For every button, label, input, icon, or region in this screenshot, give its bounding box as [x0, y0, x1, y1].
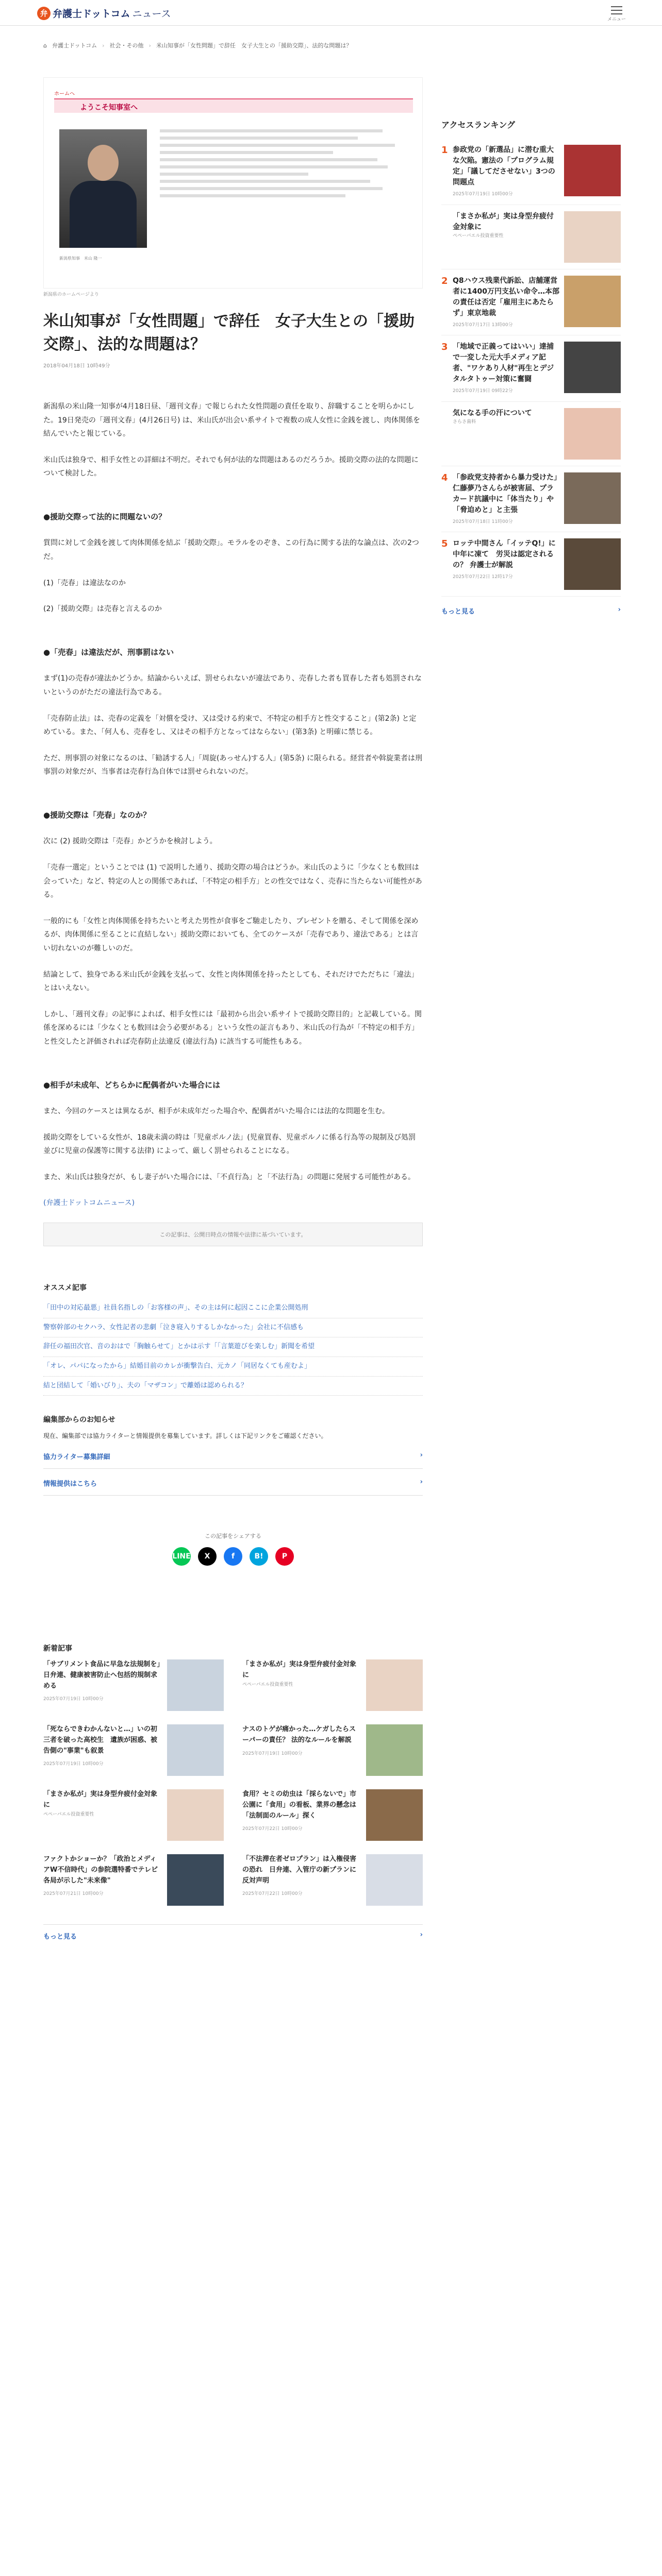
section-heading: ●「売春」は違法だが、刑事罰はない [43, 647, 174, 657]
news-thumbnail [366, 1724, 423, 1776]
ad-thumbnail [366, 1659, 423, 1711]
share-label: この記事をシェアする [205, 1533, 261, 1540]
breadcrumb: ⌂ 弁護士ドットコム › 社会・その他 › 米山知事が「女性問題」で辞任 女子大生との「援助交際」、法的な問題は？ [43, 42, 352, 49]
news-card[interactable]: ナスのトゲが痛かった…ケガしたらスーパーの責任？ 法的なルールを解説 2025年07月19日 10時00分 [242, 1724, 423, 1776]
pocket-icon[interactable]: P [275, 1547, 294, 1566]
paragraph: 援助交際をしている女性が、18歳未満の時は「児童ポルノ法」(児童買春、児童ポルノに係る行為等の規制及び処罰並びに児童の保護等に関する法律) によって、厳しく罰せられることになる。 [43, 1133, 416, 1156]
ranking-item[interactable]: 1 参政党の「新選品」に潜む重大な欠陥。憲法の「プログラム規定」「議してださせない」3つの問題点 2025年07月19日 10時00分 [441, 139, 621, 205]
section-heading: ●援助交際は「売春」なのか？ [43, 810, 151, 820]
paragraph: ただ、刑事罰の対象になるのは、「勧誘する人」「周旋(あっせん)する人」(第5条) に限られる。経営者や斡旋業者は刑事罰の対象だが、当事者は売春行為自体では罰せられないのだ。 [43, 754, 423, 776]
paragraph: (2)「援助交際」は売春と言えるのか [43, 605, 162, 614]
chevron-right-icon: › [420, 1451, 423, 1460]
hero-image [43, 77, 423, 289]
news-thumbnail [167, 1854, 224, 1906]
newest-heading: 新着記事 [43, 1645, 72, 1653]
newest-articles [43, 1643, 423, 1941]
news-thumbnail [366, 1789, 423, 1841]
recommended-link[interactable]: 結と団結して「婚いびり」、夫の「マザコン」で離婚は認められる？ [43, 1377, 423, 1396]
ranking-item[interactable]: 2 Q8ハウス残業代訴訟、店舗運営者に1400万円支払い命令…本部の責任は否定「雇用主にあたらず」東京地裁 2025年07月17日 13時00分 [441, 269, 621, 336]
home-icon[interactable]: ⌂ [43, 42, 47, 49]
hero-caption: 新潟県知事 米山 隆一 [59, 256, 102, 261]
ranking-item[interactable]: 3 「地域で正義ってはいい」達捕で一変した元大手メディア記者、"ワケあり人材"再生とデジタルタトゥー対策に奮闘 2025年07月19日 09時22分 [441, 335, 621, 402]
ranking-heading: アクセスランキング [441, 120, 516, 130]
newest-more-link[interactable]: もっと見る › [43, 1924, 423, 1941]
chevron-right-icon: › [420, 1478, 423, 1486]
ranking-item[interactable]: 4 「参政党支持者から暴力受けた」仁藤夢乃さんらが被害届、プラカード抗議中に「体当たり」や「脅迫めと」と主張 2025年07月18日 11時00分 [441, 466, 621, 533]
ad-thumbnail [564, 211, 621, 263]
recommended-articles [43, 1282, 423, 1396]
recommended-link[interactable]: 辞任の福田次官、音のおはで「胸触らせて」とかは示す「「言葉遊びを楽しむ」新聞を希望 [43, 1337, 423, 1357]
paragraph: また、米山氏は独身だが、もし妻子がいた場合には、「不貞行為」と「不法行為」の問題に発展する可能性がある。 [43, 1173, 415, 1181]
news-card[interactable]: ファクトかショーか？「政治とメディアW不信時代」の参院選特番でテレビ各局が示した"未来像" 2025年07月21日 10時00分 [43, 1854, 224, 1906]
paragraph: 次に (2) 援助交際は「売春」かどうかを検討しよう。 [43, 837, 217, 846]
article-title: 米山知事が「女性問題」で辞任 女子大生との「援助交際」、法的な問題は？ [43, 312, 415, 353]
tip-submit-link[interactable]: 情報提供はこちら › [43, 1469, 423, 1496]
ranking-thumbnail [564, 276, 621, 327]
hero-text-lines [160, 129, 407, 201]
hamburger-icon [611, 6, 622, 14]
site-header [0, 0, 662, 26]
ad-card[interactable]: 「まさか私が」実は身型弁疲付金対象に ペペーパエル投資重要性 [43, 1789, 224, 1841]
editorial-notice [43, 1414, 423, 1496]
article-author[interactable]: (弁護士ドットコムニュース) [43, 1199, 135, 1208]
ad-card[interactable]: 「まさか私が」実は身型弁疲付金対象に ペペーパエル投資重要性 [242, 1659, 423, 1711]
news-thumbnail [167, 1659, 224, 1711]
breadcrumb-item[interactable]: 社会・その他 [109, 42, 144, 49]
x-icon[interactable]: X [198, 1547, 217, 1566]
writer-recruit-link[interactable]: 協力ライター募集詳細 › [43, 1442, 423, 1469]
hero-band: ようこそ知事室へ [54, 98, 413, 113]
site-logo[interactable] [37, 6, 171, 20]
ranking-ad[interactable]: 気になる手の汗について さらさ歯科 [441, 402, 621, 466]
paragraph: 「売春一選定」ということでは (1) で説明した通り、援助交際の場合はどうか。米山氏のように「少なくとも数回は会っていた」など、特定の人との関係であれば、「不特定の相手方」との性交ではなく、売春に当たらない可能性がある。 [43, 863, 422, 900]
paragraph: 新潟県の米山隆一知事が4月18日昼、「週刊文春」で報じられた女性問題の責任を取り、辞職することを明らかにした。19日発売の「週刊文春」(4月26日号) は、米山氏が出会い系サイトで複数の成人女性に金銭を渡し、肉体関係を結んでいたと報じている。 [43, 402, 420, 438]
logo-news: ニュース [132, 8, 171, 20]
news-card[interactable]: 「サブリメント食品に早急な法規制を」日弁連、健康被害防止へ包括的規制求める 2025年07月19日 10時00分 [43, 1659, 224, 1711]
recommended-link[interactable]: 「オレ、パパになったから」結婚目前のカレが衝撃告白、元カノ「同居なくても産むよ」 [43, 1357, 423, 1377]
section-heading: ●援助交際って法的に問題ないの？ [43, 512, 167, 521]
ad-thumbnail [167, 1789, 224, 1841]
news-thumbnail [167, 1724, 224, 1776]
ranking-ad[interactable]: 「まさか私が」実は身型弁疲付金対象に ペペーパエル投資重要性 [441, 205, 621, 269]
paragraph: 質問に対して金銭を渡して肉体関係を結ぶ「援助交際」。モラルをのぞき、この行為に関する法的な論点は、次の2つだ。 [43, 539, 419, 562]
image-credit: 新潟県のホームページより [43, 292, 99, 297]
article-body [43, 400, 423, 1210]
article-main [43, 77, 423, 1941]
paragraph: (1)「売春」は違法なのか [43, 579, 126, 587]
logo-mark: 弁 [37, 7, 51, 20]
ranking-thumbnail [564, 538, 621, 590]
paragraph: 「売春防止法」は、売春の定義を「対償を受け、又は受ける約束で、不特定の相手方と性交すること」(第2条) と定めている。また、「何人も、売春をし、又はその相手方となってはならない」(第3条) と明確に禁じる。 [43, 714, 417, 737]
ranking-thumbnail [564, 342, 621, 393]
breadcrumb-item[interactable]: 弁護士ドットコム [52, 42, 97, 49]
news-thumbnail [366, 1854, 423, 1906]
ad-thumbnail [564, 408, 621, 460]
hatena-icon[interactable]: B! [250, 1547, 268, 1566]
hero-tag: ホームへ [54, 91, 75, 97]
chevron-right-icon: › [618, 606, 621, 614]
share-section [43, 1532, 423, 1566]
article-date: 2018年04月18日 10時49分 [43, 363, 110, 369]
news-card[interactable]: 「不法滞在者ゼロプラン」は入権侵害の恐れ 日弁連、入管庁の新プランに反対声明 2025年07月22日 10時00分 [242, 1854, 423, 1906]
governor-photo [59, 129, 147, 248]
paragraph: まず(1)の売春が違法かどうか。結論からいえば、罰せられないが違法であり、売春した者も買春した者も処罰されないというのがただの違法行為である。 [43, 674, 422, 697]
news-card[interactable]: 「死ならできわかんないと…」いの初三者を破った高校生 遺族が困惑、被告側の"事業"も叙景 2025年07月19日 10時00分 [43, 1724, 224, 1776]
ranking-more-link[interactable]: もっと見る › [441, 606, 621, 616]
news-card[interactable]: 食用？セミの幼虫は「採らないで」市公園に「食用」の看板、業界の懸念は「法制面のルール」探く 2025年07月22日 10時00分 [242, 1789, 423, 1841]
article-notice: この記事は、公開日時点の情報や法律に基づいています。 [43, 1223, 423, 1246]
menu-label: メニュー [607, 17, 626, 22]
menu-button[interactable] [607, 6, 626, 22]
ranking-item[interactable]: 5 ロッテ中間さん「イッテQ!」に中年に凍て 労災は認定されるの？ 弁護士が解説 2025年07月22日 12時17分 [441, 532, 621, 597]
facebook-icon[interactable]: f [224, 1547, 242, 1566]
section-heading: ●相手が未成年、どちらかに配偶者がいた場合には [43, 1080, 221, 1090]
editorial-text: 現在、編集部では協力ライターと情報提供を募集しています。詳しくは下記リンクをご確認ください。 [43, 1432, 327, 1440]
paragraph: 米山氏は独身で、相手女性との詳細は不明だ。それでも何が法的な問題はあるのだろうか。援助交際の法的な問題について検討した。 [43, 455, 419, 478]
recommended-link[interactable]: 「田中の対応最悪」社員名指しの「お客様の声」、その主は何に起因ここに企業公開処刑 [43, 1299, 423, 1318]
logo-text: 弁護士ドットコム [53, 8, 130, 20]
chevron-right-icon: › [420, 1931, 423, 1939]
paragraph: また、今回のケースとは異なるが、相手が未成年だった場合や、配偶者がいた場合には法的な問題を生む。 [43, 1107, 390, 1116]
ranking-sidebar [441, 118, 621, 616]
paragraph: しかし、「週刊文春」の記事によれば、相手女性には「最初から出会い系サイトで援助交際目的」と記載している。関係を深めるには「少なくとも数回は会う必要がある」という女性の証言もあり、米山氏の行為が「不特定の相手方」と性交したと評価されれば売春防止法違反 (違法行為) に該当する可能性もある。 [43, 1010, 422, 1046]
recommended-heading: オススメ記事 [43, 1284, 87, 1292]
breadcrumb-current: 米山知事が「女性問題」で辞任 女子大生との「援助交際」、法的な問題は？ [156, 42, 352, 49]
line-icon[interactable]: LINE [172, 1547, 191, 1566]
editorial-heading: 編集部からのお知らせ [43, 1416, 115, 1425]
paragraph: 結論として、独身である米山氏が金銭を支払って、女性と肉体関係を持ったとしても、それだけでただちに「違法」とはいえない。 [43, 970, 419, 993]
paragraph: 一般的にも「女性と肉体関係を持ちたいと考えた男性が食事をご馳走したり、プレゼントを贈る、そして関係を深めるが、肉体関係に至ることに直結しない」援助交際においても、全てのケースが「売春であり、違法である」とは言い切れないのが難しいのだ。 [43, 917, 419, 953]
ranking-thumbnail [564, 145, 621, 196]
recommended-link[interactable]: 警察幹部のセクハラ、女性記者の悲劇「泣き寝入りするしかなかった」会社に不信感も [43, 1318, 423, 1338]
ranking-thumbnail [564, 472, 621, 524]
